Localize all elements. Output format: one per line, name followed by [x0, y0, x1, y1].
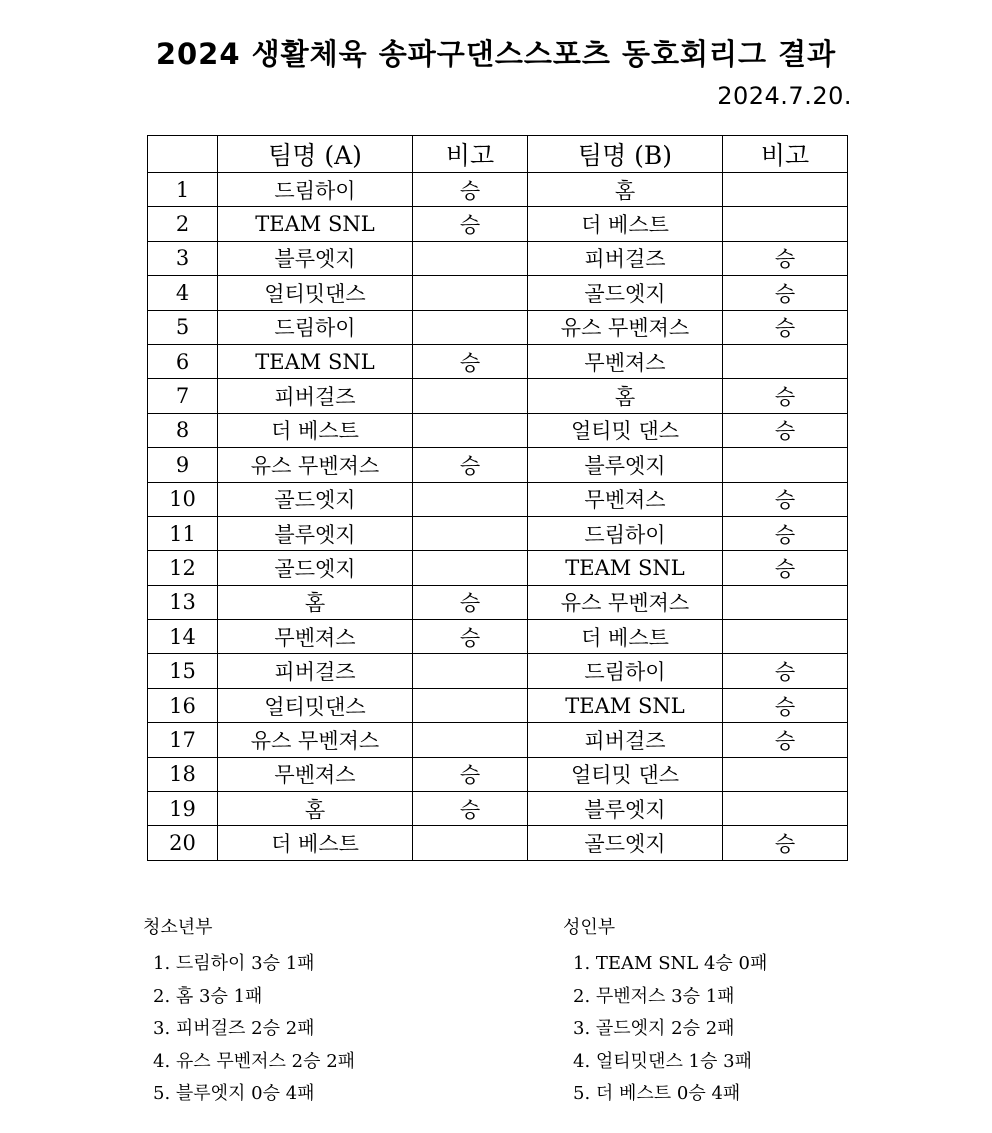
team-a-cell: TEAM SNL — [218, 344, 413, 378]
table-row — [148, 792, 848, 826]
standing-entry: 5. 더 베스트 0승 4패 — [573, 1083, 741, 1104]
table-row — [148, 448, 848, 482]
team-a-cell: 드림하이 — [218, 173, 413, 207]
team-b-cell: 얼티밋 댄스 — [528, 757, 723, 791]
team-a-cell: 무벤져스 — [218, 757, 413, 791]
table-row — [148, 654, 848, 688]
team-b-cell: 더 베스트 — [528, 620, 723, 654]
note-b-cell — [723, 448, 848, 482]
team-a-cell: 유스 무벤져스 — [218, 448, 413, 482]
team-b-cell: 블루엣지 — [528, 448, 723, 482]
results-table — [147, 135, 848, 861]
team-b-cell: 홈 — [528, 173, 723, 207]
standing-entry: 4. 유스 무벤저스 2승 2패 — [153, 1050, 356, 1072]
note-a-cell — [413, 241, 528, 275]
match-number: 18 — [148, 757, 218, 791]
note-b-cell: 승 — [723, 654, 848, 688]
note-b-cell: 승 — [723, 826, 848, 860]
team-b-cell: 드림하이 — [528, 516, 723, 550]
note-a-cell — [413, 688, 528, 722]
note-a-cell — [413, 551, 528, 585]
match-number: 17 — [148, 723, 218, 757]
match-number: 15 — [148, 654, 218, 688]
team-a-cell: 골드엣지 — [218, 482, 413, 516]
table-row — [148, 516, 848, 550]
note-b-cell: 승 — [723, 482, 848, 516]
match-number: 20 — [148, 826, 218, 860]
document-title: 2024 생활체육 송파구댄스스포츠 동호회리그 결과 — [155, 37, 837, 71]
table-row — [148, 688, 848, 722]
team-b-cell: 블루엣지 — [528, 792, 723, 826]
note-b-cell: 승 — [723, 516, 848, 550]
team-a-cell: 더 베스트 — [218, 826, 413, 860]
match-number: 11 — [148, 516, 218, 550]
note-a-cell: 승 — [413, 207, 528, 241]
header-team-b: 팀명 (B) — [528, 136, 723, 173]
table-row — [148, 826, 848, 860]
team-b-cell: 골드엣지 — [528, 826, 723, 860]
note-b-cell: 승 — [723, 276, 848, 310]
team-b-cell: 유스 무벤져스 — [528, 310, 723, 344]
team-b-cell: 더 베스트 — [528, 207, 723, 241]
match-number: 14 — [148, 620, 218, 654]
note-a-cell: 승 — [413, 620, 528, 654]
team-b-cell: 무벤져스 — [528, 482, 723, 516]
team-b-cell: 얼티밋 댄스 — [528, 413, 723, 447]
note-b-cell — [723, 757, 848, 791]
note-a-cell — [413, 276, 528, 310]
match-number: 10 — [148, 482, 218, 516]
team-a-cell: 홈 — [218, 792, 413, 826]
match-number: 4 — [148, 276, 218, 310]
table-row — [148, 482, 848, 516]
note-b-cell: 승 — [723, 413, 848, 447]
note-a-cell: 승 — [413, 344, 528, 378]
match-number: 16 — [148, 688, 218, 722]
team-b-cell: 무벤져스 — [528, 344, 723, 378]
document-date: 2024.7.20. — [717, 82, 852, 110]
note-b-cell — [723, 792, 848, 826]
team-b-cell: 드림하이 — [528, 654, 723, 688]
header-note-b: 비고 — [723, 136, 848, 173]
note-b-cell — [723, 344, 848, 378]
team-a-cell: 유스 무벤져스 — [218, 723, 413, 757]
note-a-cell: 승 — [413, 757, 528, 791]
team-a-cell: TEAM SNL — [218, 207, 413, 241]
note-a-cell — [413, 379, 528, 413]
table-row — [148, 551, 848, 585]
team-a-cell: 얼티밋댄스 — [218, 688, 413, 722]
note-b-cell: 승 — [723, 379, 848, 413]
match-number: 13 — [148, 585, 218, 619]
note-a-cell — [413, 482, 528, 516]
table-row — [148, 413, 848, 447]
note-a-cell: 승 — [413, 585, 528, 619]
table-row — [148, 379, 848, 413]
match-number: 1 — [148, 173, 218, 207]
team-b-cell: TEAM SNL — [528, 688, 723, 722]
team-a-cell: 피버걸즈 — [218, 379, 413, 413]
note-a-cell: 승 — [413, 448, 528, 482]
team-a-cell: 무벤져스 — [218, 620, 413, 654]
note-b-cell: 승 — [723, 241, 848, 275]
note-b-cell: 승 — [723, 688, 848, 722]
team-b-cell: 골드엣지 — [528, 276, 723, 310]
table-row — [148, 207, 848, 241]
table-row — [148, 620, 848, 654]
team-a-cell: 피버걸즈 — [218, 654, 413, 688]
match-number: 19 — [148, 792, 218, 826]
table-row — [148, 310, 848, 344]
standing-entry: 2. 무벤저스 3승 1패 — [573, 985, 735, 1007]
table-row — [148, 276, 848, 310]
match-number: 2 — [148, 207, 218, 241]
team-a-cell: 더 베스트 — [218, 413, 413, 447]
table-row — [148, 757, 848, 791]
team-b-cell: TEAM SNL — [528, 551, 723, 585]
note-b-cell — [723, 207, 848, 241]
standing-entry: 4. 얼티밋댄스 1승 3패 — [573, 1050, 752, 1072]
header-number — [148, 136, 218, 173]
standing-entry: 3. 피버걸즈 2승 2패 — [153, 1018, 315, 1039]
note-a-cell — [413, 413, 528, 447]
note-a-cell — [413, 723, 528, 757]
standing-entry: 3. 골드엣지 2승 2패 — [573, 1018, 735, 1039]
header-note-a: 비고 — [413, 136, 528, 173]
match-number: 7 — [148, 379, 218, 413]
note-b-cell: 승 — [723, 551, 848, 585]
note-b-cell: 승 — [723, 310, 848, 344]
adult-standings — [563, 915, 767, 1111]
team-a-cell: 얼티밋댄스 — [218, 276, 413, 310]
note-a-cell: 승 — [413, 792, 528, 826]
team-a-cell: 드림하이 — [218, 310, 413, 344]
match-number: 12 — [148, 551, 218, 585]
team-a-cell: 골드엣지 — [218, 551, 413, 585]
table-header-row — [148, 136, 848, 173]
match-number: 6 — [148, 344, 218, 378]
team-a-cell: 블루엣지 — [218, 516, 413, 550]
team-b-cell: 유스 무벤져스 — [528, 585, 723, 619]
note-a-cell: 승 — [413, 173, 528, 207]
note-a-cell — [413, 516, 528, 550]
team-a-cell: 블루엣지 — [218, 241, 413, 275]
team-b-cell: 피버걸즈 — [528, 241, 723, 275]
match-number: 3 — [148, 241, 218, 275]
youth-heading: 청소년부 — [143, 917, 213, 938]
note-b-cell — [723, 585, 848, 619]
table-row — [148, 723, 848, 757]
note-b-cell — [723, 173, 848, 207]
standing-entry: 1. 드림하이 3승 1패 — [153, 953, 315, 974]
team-b-cell: 피버걸즈 — [528, 723, 723, 757]
match-number: 9 — [148, 448, 218, 482]
adult-heading: 성인부 — [563, 917, 616, 938]
note-b-cell: 승 — [723, 723, 848, 757]
standing-entry: 2. 홈 3승 1패 — [153, 985, 263, 1007]
table-row — [148, 241, 848, 275]
match-number: 5 — [148, 310, 218, 344]
youth-standings — [143, 915, 355, 1111]
note-b-cell — [723, 620, 848, 654]
header-team-a: 팀명 (A) — [218, 136, 413, 173]
standing-entry: 1. TEAM SNL 4승 0패 — [573, 953, 768, 974]
team-b-cell: 홈 — [528, 379, 723, 413]
table-row — [148, 585, 848, 619]
team-a-cell: 홈 — [218, 585, 413, 619]
note-a-cell — [413, 654, 528, 688]
note-a-cell — [413, 310, 528, 344]
note-a-cell — [413, 826, 528, 860]
table-row — [148, 344, 848, 378]
table-row — [148, 173, 848, 207]
standing-entry: 5. 블루엣지 0승 4패 — [153, 1083, 315, 1104]
match-number: 8 — [148, 413, 218, 447]
